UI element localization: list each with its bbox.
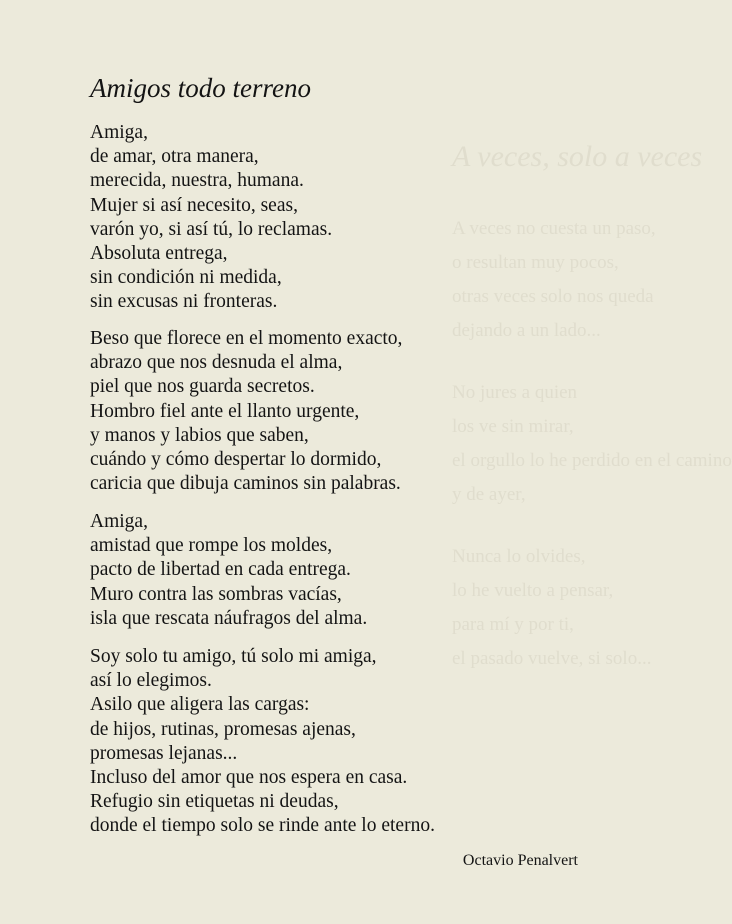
verse-line: sin excusas ni fronteras. (90, 291, 278, 313)
verse-line: caricia que dibuja caminos sin palabras. (90, 473, 401, 495)
verse-line: Mujer si así necesito, seas, (90, 194, 298, 216)
watermark-line: otras veces solo nos queda (452, 286, 654, 307)
watermark-line: para mí y por ti, (452, 614, 574, 635)
watermark-line: y de ayer, (452, 484, 526, 505)
verse-line: así lo elegimos. (90, 670, 212, 692)
watermark-line: Nunca lo olvides, (452, 546, 586, 567)
poem-title: Amigos todo terreno (90, 73, 311, 103)
verse-line: Amiga, (90, 511, 148, 532)
verse-line: de amar, otra manera, (90, 146, 259, 168)
verse-line: cuándo y cómo despertar lo dormido, (90, 449, 382, 471)
verse-line: promesas lejanas... (90, 742, 238, 764)
watermark-line: dejando a un lado... (452, 320, 601, 341)
stanza (90, 121, 332, 315)
watermark-line: el pasado vuelve, si solo... (452, 648, 652, 669)
verse-line: merecida, nuestra, humana. (90, 170, 304, 192)
verse-line: Absoluta entrega, (90, 243, 228, 265)
watermark-line: el orgullo lo he perdido en el camino (452, 450, 732, 471)
verse-line: varón yo, si así tú, lo reclamas. (90, 218, 333, 240)
verse-line: Soy solo tu amigo, tú solo mi amiga, (90, 646, 377, 667)
verse-line: y manos y labios que saben, (90, 424, 309, 446)
verse-line: abrazo que nos desnuda el alma, (90, 352, 343, 374)
verse-line: Refugio sin etiquetas ni deudas, (90, 791, 339, 813)
watermark-line: No jures a quien (452, 382, 578, 403)
verse-line: piel que nos guarda secretos. (90, 376, 315, 398)
verse-line: Amiga, (90, 122, 148, 143)
verse-line: Beso que florece en el momento exacto, (90, 328, 403, 349)
watermark-line: A veces no cuesta un paso, (452, 218, 656, 239)
verse-line: Muro contra las sombras vacías, (90, 583, 342, 605)
verse-line: amistad que rompe los moldes, (90, 535, 333, 557)
watermark-line: lo he vuelto a pensar, (452, 580, 614, 601)
verse-line: sin condición ni medida, (90, 267, 282, 289)
watermark-line: los ve sin mirar, (452, 416, 574, 437)
verse-line: Incluso del amor que nos espera en casa. (90, 767, 408, 789)
stanza (90, 327, 402, 496)
verse-line: donde el tiempo solo se rinde ante lo eterno. (90, 815, 435, 837)
stanza (90, 645, 435, 839)
stanza (90, 510, 367, 631)
watermark-title: A veces, solo a veces (452, 140, 703, 173)
author-signature: Octavio Penalvert (462, 852, 578, 869)
verse-line: isla que rescata náufragos del alma. (90, 607, 368, 629)
verse-line: pacto de libertad en cada entrega. (90, 559, 351, 581)
verse-line: Asilo que aligera las cargas: (90, 694, 310, 716)
verse-line: de hijos, rutinas, promesas ajenas, (90, 718, 356, 740)
verse-line: Hombro fiel ante el llanto urgente, (90, 400, 360, 422)
watermark-line: o resultan muy pocos, (452, 252, 619, 273)
